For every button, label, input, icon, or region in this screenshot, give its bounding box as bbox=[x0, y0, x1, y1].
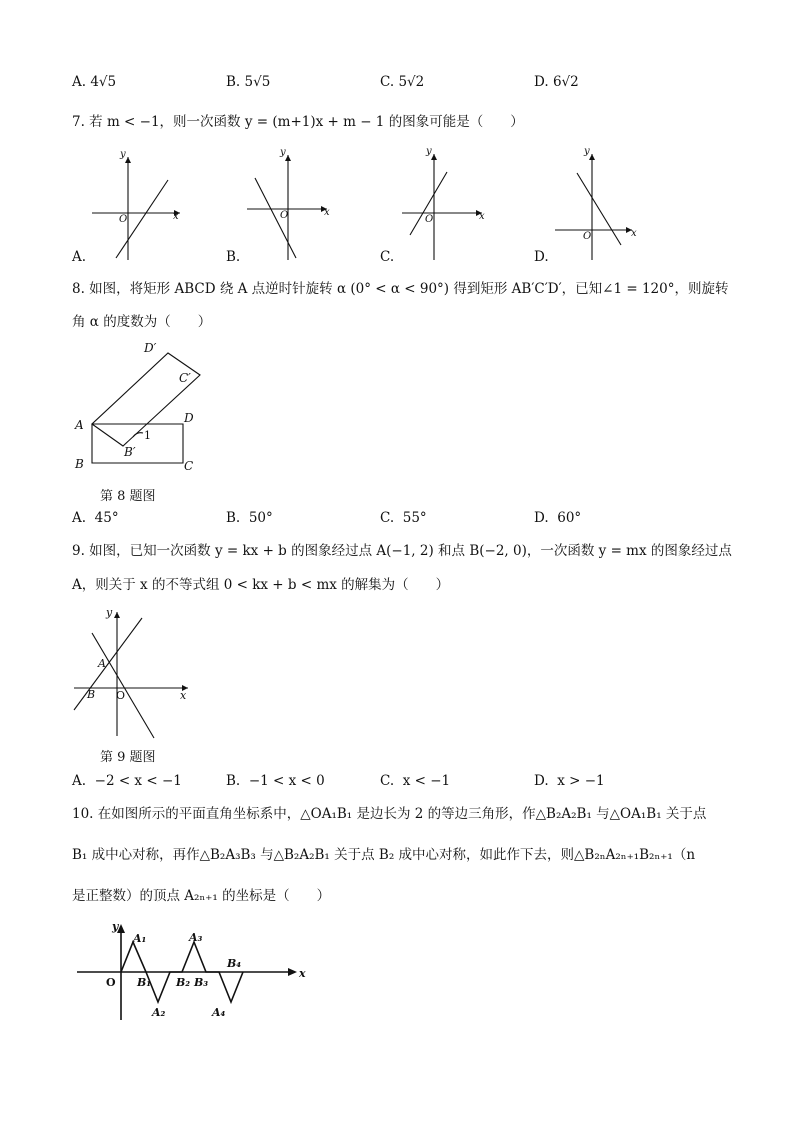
q9-label-x: x bbox=[180, 689, 187, 702]
q7-graphs bbox=[72, 140, 662, 265]
q9-option-d-text: x > −1 bbox=[557, 773, 605, 789]
q7c-y-label: y bbox=[426, 146, 432, 157]
q7a-y-label: y bbox=[120, 149, 126, 160]
q10-label-a4: A₄ bbox=[212, 1006, 226, 1019]
q10-label-a2: A₂ bbox=[152, 1006, 166, 1019]
q7c-origin: O bbox=[425, 214, 434, 225]
q7c-y-arrow bbox=[431, 154, 437, 160]
q9-option-a[interactable]: A. −2 < x < −1 bbox=[72, 773, 182, 789]
q6-option-d[interactable]: D. 6√2 bbox=[534, 74, 579, 90]
q10-label-a3: A₃ bbox=[189, 931, 203, 944]
q8-option-b[interactable]: B. 50° bbox=[226, 510, 273, 526]
q8-label-c: C bbox=[184, 459, 194, 473]
q7d-y-label: y bbox=[584, 146, 590, 157]
q10-label-x: x bbox=[299, 967, 306, 980]
q9-option-b[interactable]: B. −1 < x < 0 bbox=[226, 773, 325, 789]
q10-stem-line3: 是正整数）的顶点 A₂ₙ₊₁ 的坐标是（ ） bbox=[72, 888, 331, 904]
q6-option-d-text: 6√2 bbox=[552, 74, 579, 90]
q8-label-cp: C′ bbox=[179, 371, 191, 385]
q6-option-a[interactable]: A. 4√5 bbox=[72, 74, 117, 90]
q8-label-bp: B′ bbox=[124, 445, 136, 459]
q7c-line bbox=[410, 172, 447, 235]
q6-option-c[interactable]: C. 5√2 bbox=[380, 74, 425, 90]
q9-figure-caption: 第 9 题图 bbox=[100, 750, 156, 765]
q10-stem-line2: B₁ 成中心对称，再作△B₂A₃B₃ 与△B₂A₂B₁ 关于点 B₂ 成中心对称，如此作下去，则△B₂ₙA₂ₙ₊₁B₂ₙ₊₁（n bbox=[72, 847, 696, 863]
q9-y-arrow bbox=[114, 612, 120, 618]
q7d-origin: O bbox=[583, 231, 592, 242]
q8-label-angle-1: 1 bbox=[144, 429, 151, 442]
q8-option-a-text: 45° bbox=[94, 510, 119, 526]
q10-label-b1: B₁ bbox=[137, 976, 152, 989]
q9-line-mx bbox=[92, 633, 154, 738]
q7b-origin: O bbox=[280, 210, 289, 221]
q7b-y-label: y bbox=[280, 147, 286, 158]
q7d-y-arrow bbox=[589, 154, 595, 160]
q8-figure-caption: 第 8 题图 bbox=[100, 489, 156, 504]
q10-label-b4: B₄ bbox=[227, 957, 242, 970]
q8-angle-1-arc bbox=[133, 433, 143, 437]
q9-option-b-text: −1 < x < 0 bbox=[248, 773, 325, 789]
q8-rect-abcd bbox=[92, 424, 183, 463]
q8-stem-line1: 8. 如图，将矩形 ABCD 绕 A 点逆时针旋转 α (0° < α < 90°) 得到矩形 AB′C′D′，已知∠1 = 120°，则旋转 bbox=[72, 281, 729, 297]
q8-option-c-text: 55° bbox=[402, 510, 427, 526]
q9-option-d[interactable]: D. x > −1 bbox=[534, 773, 605, 789]
q6-option-c-text: 5√2 bbox=[398, 74, 425, 90]
q7-option-c[interactable]: C. bbox=[380, 249, 395, 265]
q9-label-a: A bbox=[98, 657, 106, 670]
q7a-y-arrow bbox=[125, 157, 131, 163]
q9-line-kxb bbox=[74, 618, 142, 710]
q10-figure bbox=[72, 915, 322, 1025]
q9-option-c[interactable]: C. x < −1 bbox=[380, 773, 451, 789]
q10-label-a1: A₁ bbox=[133, 932, 147, 945]
q7a-x-label: x bbox=[173, 211, 179, 222]
q9-stem-line2: A，则关于 x 的不等式组 0 < kx + b < mx 的解集为（ ） bbox=[72, 577, 450, 593]
q7-option-a[interactable]: A. bbox=[72, 249, 87, 265]
q8-label-b: B bbox=[75, 457, 84, 471]
q9-label-o: O bbox=[116, 689, 126, 702]
q10-stem-line1: 10. 在如图所示的平面直角坐标系中，△OA₁B₁ 是边长为 2 的等边三角形，作△B₂A₂B₁ 与△OA₁B₁ 关于点 bbox=[72, 806, 707, 822]
q9-stem-line1: 9. 如图，已知一次函数 y = kx + b 的图象经过点 A(−1, 2) 和点 B(−2, 0)，一次函数 y = mx 的图象经过点 bbox=[72, 543, 732, 559]
q7c-x-label: x bbox=[479, 211, 485, 222]
q8-option-b-text: 50° bbox=[248, 510, 273, 526]
q9-label-y: y bbox=[106, 606, 113, 619]
q8-label-dp: D′ bbox=[144, 341, 157, 355]
q7b-x-label: x bbox=[324, 207, 330, 218]
q6-option-a-text: 4√5 bbox=[90, 74, 117, 90]
q6-option-b[interactable]: B. 5√5 bbox=[226, 74, 271, 90]
q9-figure bbox=[72, 600, 202, 740]
q9-option-c-text: x < −1 bbox=[402, 773, 451, 789]
q10-label-b3: B₃ bbox=[194, 976, 209, 989]
q10-label-b2: B₂ bbox=[176, 976, 191, 989]
q8-label-a: A bbox=[75, 418, 84, 432]
q6-option-b-text: 5√5 bbox=[244, 74, 271, 90]
q10-label-o: O bbox=[106, 976, 116, 989]
q7d-x-label: x bbox=[631, 228, 637, 239]
q7a-origin: O bbox=[119, 214, 128, 225]
q7b-line bbox=[255, 178, 296, 258]
q7-option-d[interactable]: D. bbox=[534, 249, 549, 265]
q9-option-a-text: −2 < x < −1 bbox=[94, 773, 182, 789]
q8-label-d: D bbox=[184, 411, 194, 425]
q7b-y-arrow bbox=[285, 155, 291, 161]
q8-stem-line2: 角 α 的度数为（ ） bbox=[72, 314, 212, 330]
q8-option-c[interactable]: C. 55° bbox=[380, 510, 427, 526]
q7-option-b[interactable]: B. bbox=[226, 249, 241, 265]
q10-label-y: y bbox=[112, 920, 119, 933]
q7-stem: 7. 若 m < −1，则一次函数 y = (m+1)x + m − 1 的图象可能是（ ） bbox=[72, 114, 524, 130]
q8-option-d-text: 60° bbox=[557, 510, 582, 526]
q9-label-b: B bbox=[87, 688, 96, 701]
q8-option-a[interactable]: A. 45° bbox=[72, 510, 119, 526]
q8-option-d[interactable]: D. 60° bbox=[534, 510, 582, 526]
q8-figure bbox=[72, 340, 212, 480]
q10-x-arrow bbox=[288, 968, 297, 976]
